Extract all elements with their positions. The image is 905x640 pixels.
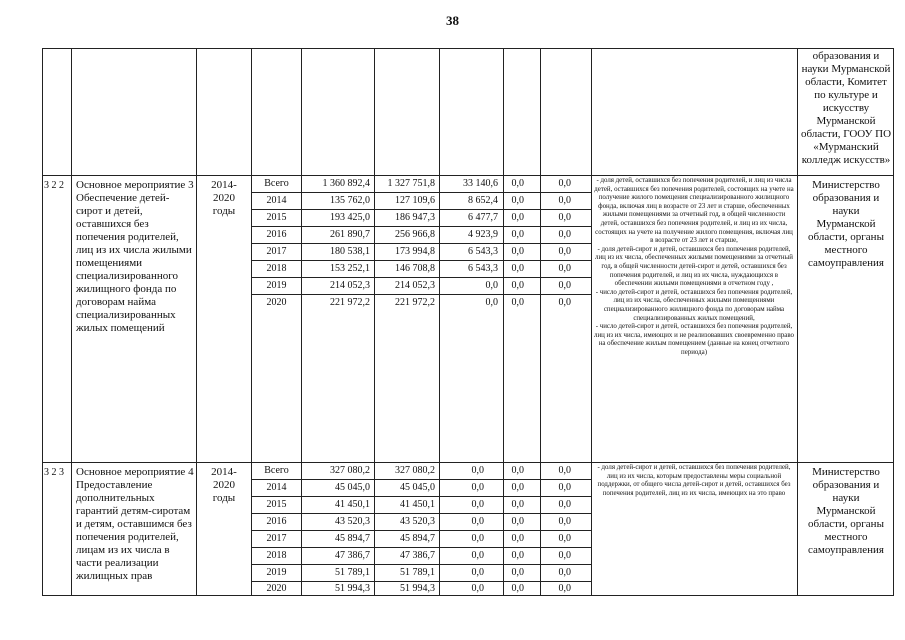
finance-year: 2019 (266, 567, 287, 578)
year-divider (251, 513, 591, 514)
finance-regional: 146 708,8 (395, 263, 435, 274)
finance-regional: 41 450,1 (400, 499, 435, 510)
finance-year: 2019 (266, 280, 287, 291)
finance-regional: 1 327 751,8 (387, 178, 435, 189)
finance-total: 214 052,3 (330, 280, 370, 291)
indicators-text: - доля детей-сирот и детей, оставшихся без попечения родителей, лиц из их числа, которым предоставлены меры социальной поддержки, от общего числа детей-сирот и детей, оставшихся без попечения родителей, лиц из их числа, имеющих на это право (597, 464, 791, 497)
year-divider (251, 226, 591, 227)
row-code: 3 2 3 (44, 467, 64, 478)
page-number: 38 (446, 13, 459, 28)
finance-regional: 327 080,2 (395, 465, 435, 476)
activity-name: Основное мероприятие 4 Предоставление дополнительных гарантий детям-сиротам и детям, оставшимся без попечения родителей, лицам из их числа в части реализации жилищных прав (76, 466, 194, 582)
finance-year: Всего (264, 178, 289, 189)
finance-local: 0,0 (511, 465, 524, 476)
finance-local: 0,0 (511, 533, 524, 544)
finance-other: 0,0 (558, 280, 571, 291)
finance-total: 43 520,3 (335, 516, 370, 527)
finance-total: 45 894,7 (335, 533, 370, 544)
activity-period: 2014-2020 годы (211, 179, 237, 217)
finance-local: 0,0 (511, 499, 524, 510)
finance-local: 0,0 (511, 246, 524, 257)
executor-text: Министерство образования и науки Мурманской области, органы местного самоуправления (808, 466, 884, 556)
year-divider (251, 479, 591, 480)
finance-local: 0,0 (511, 263, 524, 274)
finance-total: 51 789,1 (335, 567, 370, 578)
finance-total: 193 425,0 (330, 212, 370, 223)
year-divider (251, 209, 591, 210)
finance-other: 0,0 (558, 178, 571, 189)
year-divider (251, 192, 591, 193)
finance-other: 0,0 (558, 297, 571, 308)
finance-local: 0,0 (511, 178, 524, 189)
finance-other: 0,0 (558, 482, 571, 493)
finance-other: 0,0 (558, 263, 571, 274)
activity-period: 2014-2020 годы (211, 466, 237, 504)
year-divider (251, 294, 591, 295)
finance-other: 0,0 (558, 212, 571, 223)
finance-year: 2017 (266, 246, 287, 257)
finance-year: 2018 (266, 263, 287, 274)
finance-year: Всего (264, 465, 289, 476)
finance-other: 0,0 (558, 567, 571, 578)
finance-year: 2020 (266, 583, 287, 594)
row-divider (42, 175, 894, 176)
finance-local: 0,0 (511, 583, 524, 594)
finance-federal: 0,0 (471, 550, 484, 561)
finance-total: 41 450,1 (335, 499, 370, 510)
finance-local: 0,0 (511, 297, 524, 308)
finance-federal: 8 652,4 (468, 195, 498, 206)
finance-year: 2015 (266, 499, 287, 510)
finance-local: 0,0 (511, 212, 524, 223)
finance-total: 47 386,7 (335, 550, 370, 561)
finance-regional: 51 789,1 (400, 567, 435, 578)
finance-local: 0,0 (511, 482, 524, 493)
finance-year: 2016 (266, 516, 287, 527)
indicators-text: - доля детей, оставшихся без попечения родителей, и лиц из числа детей, оставшихся без попечения родителей, состоящих на учете на получение жилого помещения специализированного жилищного фонда, включая лиц в возрасте от 23 лет и старше, обеспеченных жилыми помещениями за отчетный год, в общей численности детей, оставшихся без попечения родителей, и лиц из их числа, состоящих на учете на получение жилого помещения, включая лиц в возрасте от 23 лет и старше, - доля детей-сирот и детей, оставшихся без попечения родителей, лиц из их числа, обеспеченных жилыми помещениями за отчетный год, в общей численности детей-сирот и детей, оставшихся без попечения родителей, и лиц из их числа, нуждающихся в обеспечении жилыми помещениями в отчетном году , - число детей-сирот и детей, оставшихся без попечения родителей, лиц из их числа, обеспеченных жилыми помещениями специализированного жилищного фонда по договорам найма специализированных жилых помещений, - число детей-сирот и детей, оставшихся без попечения родителей, лиц из их числа, имеющих и не реализовавших своевременно право на обеспечение жилым помещением (данные на конец отчетного периода) (594, 177, 794, 356)
finance-federal: 0,0 (471, 583, 484, 594)
finance-other: 0,0 (558, 465, 571, 476)
finance-other: 0,0 (558, 246, 571, 257)
finance-other: 0,0 (558, 583, 571, 594)
finance-other: 0,0 (558, 533, 571, 544)
col-divider (797, 48, 798, 596)
finance-federal: 6 543,3 (468, 263, 498, 274)
finance-regional: 173 994,8 (395, 246, 435, 257)
col-divider (71, 48, 72, 596)
finance-federal: 0,0 (471, 533, 484, 544)
finance-total: 261 890,7 (330, 229, 370, 240)
finance-local: 0,0 (511, 567, 524, 578)
finance-regional: 256 966,8 (395, 229, 435, 240)
finance-federal: 6 477,7 (468, 212, 498, 223)
finance-total: 45 045,0 (335, 482, 370, 493)
finance-regional: 43 520,3 (400, 516, 435, 527)
finance-regional: 45 045,0 (400, 482, 435, 493)
finance-regional: 51 994,3 (400, 583, 435, 594)
finance-year: 2020 (266, 297, 287, 308)
continued-executor-text: образования и науки Мурманской области, Комитет по культуре и искусству Мурманской области, ГООУ ПО «Мурманский колледж искусств» (800, 50, 892, 166)
finance-year: 2017 (266, 533, 287, 544)
row-code: 3 2 2 (44, 180, 64, 191)
finance-regional: 214 052,3 (395, 280, 435, 291)
finance-federal: 0,0 (471, 465, 484, 476)
activity-name: Основное мероприятие 3 Обеспечение детей-сирот и детей, оставшихся без попечения родителей, лиц из их числа жилыми помещениями специализированного жилищного фонда по договорам найма специализированных жилых помещений (76, 179, 194, 334)
finance-total: 180 538,1 (330, 246, 370, 257)
finance-local: 0,0 (511, 516, 524, 527)
finance-other: 0,0 (558, 195, 571, 206)
finance-federal: 0,0 (471, 499, 484, 510)
finance-federal: 6 543,3 (468, 246, 498, 257)
finance-total: 327 080,2 (330, 465, 370, 476)
finance-year: 2018 (266, 550, 287, 561)
finance-federal: 4 923,9 (468, 229, 498, 240)
finance-total: 221 972,2 (330, 297, 370, 308)
finance-other: 0,0 (558, 516, 571, 527)
row-divider (42, 462, 894, 463)
finance-federal: 0,0 (471, 567, 484, 578)
year-divider (251, 530, 591, 531)
finance-regional: 45 894,7 (400, 533, 435, 544)
finance-regional: 221 972,2 (395, 297, 435, 308)
finance-year: 2014 (266, 195, 287, 206)
finance-local: 0,0 (511, 229, 524, 240)
year-divider (251, 564, 591, 565)
finance-local: 0,0 (511, 550, 524, 561)
finance-federal: 0,0 (471, 482, 484, 493)
finance-year: 2016 (266, 229, 287, 240)
executor-text: Министерство образования и науки Мурманской области, органы местного самоуправления (808, 179, 884, 269)
col-divider (591, 48, 592, 596)
year-divider (251, 581, 591, 582)
year-divider (251, 260, 591, 261)
finance-total: 51 994,3 (335, 583, 370, 594)
finance-other: 0,0 (558, 499, 571, 510)
finance-federal: 0,0 (485, 297, 498, 308)
year-divider (251, 277, 591, 278)
finance-year: 2015 (266, 212, 287, 223)
finance-other: 0,0 (558, 229, 571, 240)
year-divider (251, 243, 591, 244)
finance-federal: 0,0 (485, 280, 498, 291)
finance-local: 0,0 (511, 280, 524, 291)
year-divider (251, 547, 591, 548)
finance-regional: 47 386,7 (400, 550, 435, 561)
finance-year: 2014 (266, 482, 287, 493)
finance-federal: 33 140,6 (463, 178, 498, 189)
finance-other: 0,0 (558, 550, 571, 561)
finance-regional: 186 947,3 (395, 212, 435, 223)
finance-regional: 127 109,6 (395, 195, 435, 206)
finance-total: 153 252,1 (330, 263, 370, 274)
year-divider (251, 496, 591, 497)
finance-total: 1 360 892,4 (322, 178, 370, 189)
col-divider (196, 48, 197, 596)
finance-total: 135 762,0 (330, 195, 370, 206)
finance-local: 0,0 (511, 195, 524, 206)
finance-federal: 0,0 (471, 516, 484, 527)
